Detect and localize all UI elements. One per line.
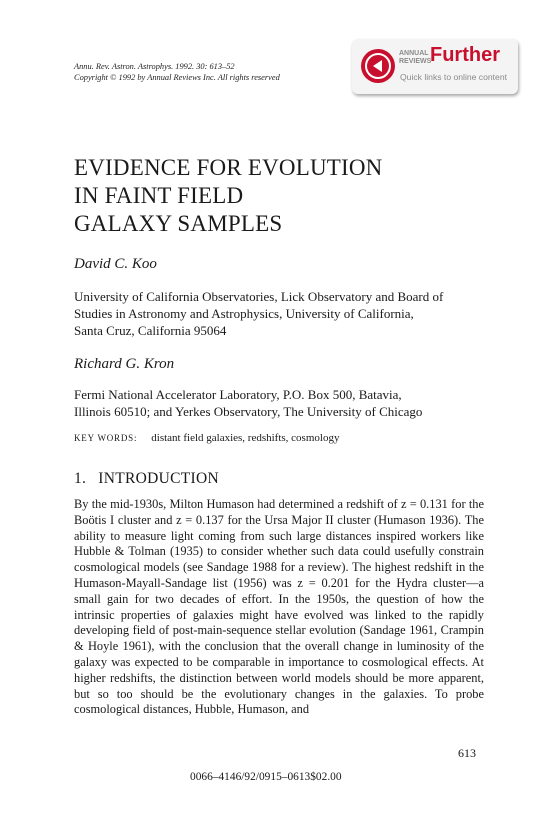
journal-citation: Annu. Rev. Astron. Astrophys. 1992. 30: 613–52 [74, 62, 235, 71]
back-arrow-icon [361, 49, 395, 83]
affiliation-line: Santa Cruz, California 95064 [74, 323, 227, 338]
badge-brand [399, 50, 431, 65]
affiliation-line: University of California Observatories, Lick Observatory and Board of [74, 289, 444, 304]
article-title [74, 154, 382, 238]
badge-tagline: Quick links to online content [400, 72, 508, 82]
keywords-value: distant field galaxies, redshifts, cosmology [151, 432, 340, 444]
title-line-3: GALAXY SAMPLES [74, 211, 283, 236]
affiliation-line: Fermi National Accelerator Laboratory, P.O. Box 500, Batavia, [74, 387, 402, 402]
journal-copyright: Copyright © 1992 by Annual Reviews Inc. All rights reserved [74, 73, 280, 82]
badge-brand-line2: REVIEWS [399, 57, 432, 65]
section-heading [74, 470, 219, 488]
badge-brand-line1: ANNUAL [399, 50, 429, 57]
footer-code: 0066–4146/92/0915–0613$02.00 [190, 771, 342, 783]
badge-further-label: Further [430, 44, 500, 66]
author-name: David C. Koo [74, 256, 157, 272]
title-line-1: EVIDENCE FOR EVOLUTION [74, 155, 383, 180]
section-number: 1. [74, 470, 87, 487]
affiliation-line: Studies in Astronomy and Astrophysics, University of California, [74, 306, 414, 321]
author-affiliation [74, 386, 422, 420]
journal-citation-block [74, 61, 280, 83]
title-line-2: IN FAINT FIELD [74, 183, 244, 208]
author-name: Richard G. Kron [74, 356, 175, 372]
section-title: INTRODUCTION [98, 470, 219, 487]
keywords-label: KEY WORDS: [74, 433, 138, 443]
annual-reviews-further-badge[interactable] [352, 39, 518, 94]
keywords [74, 432, 339, 444]
author-affiliation [74, 288, 443, 339]
body-paragraph: By the mid-1930s, Milton Humason had determined a redshift of z = 0.131 for the Boötis I cluster and z = 0.137 for the Ursa Major II cluster (Humason 1936). The ability to measure light coming from such large distances inspired workers like Hubble & Tolman (1935) to consider whether such data could usefully constrain cosmological models (see Sandage 1988 for a review). The highest redshift in the Humason-Mayall-Sandage list (1956) was z = 0.201 for the Hydra cluster—a small gain for two decades of effort. In the 1950s, the question of how the intrinsic properties of galaxies might have evolved was linked to the rapidly developing field of post-main-sequence stellar evolution (Sandage 1961, Crampin & Hoyle 1961), with the conclusion that the overall change in luminosity of the galaxy was expected to be comparable in importance to cosmological effects. At higher redshifts, the distinction between world models should be more apparent, but so too should be the evolutionary changes in the galaxies. To probe cosmological distances, Hubble, Humason, and [74, 497, 484, 717]
page-number: 613 [458, 746, 476, 760]
affiliation-line: Illinois 60510; and Yerkes Observatory, The University of Chicago [74, 404, 423, 419]
